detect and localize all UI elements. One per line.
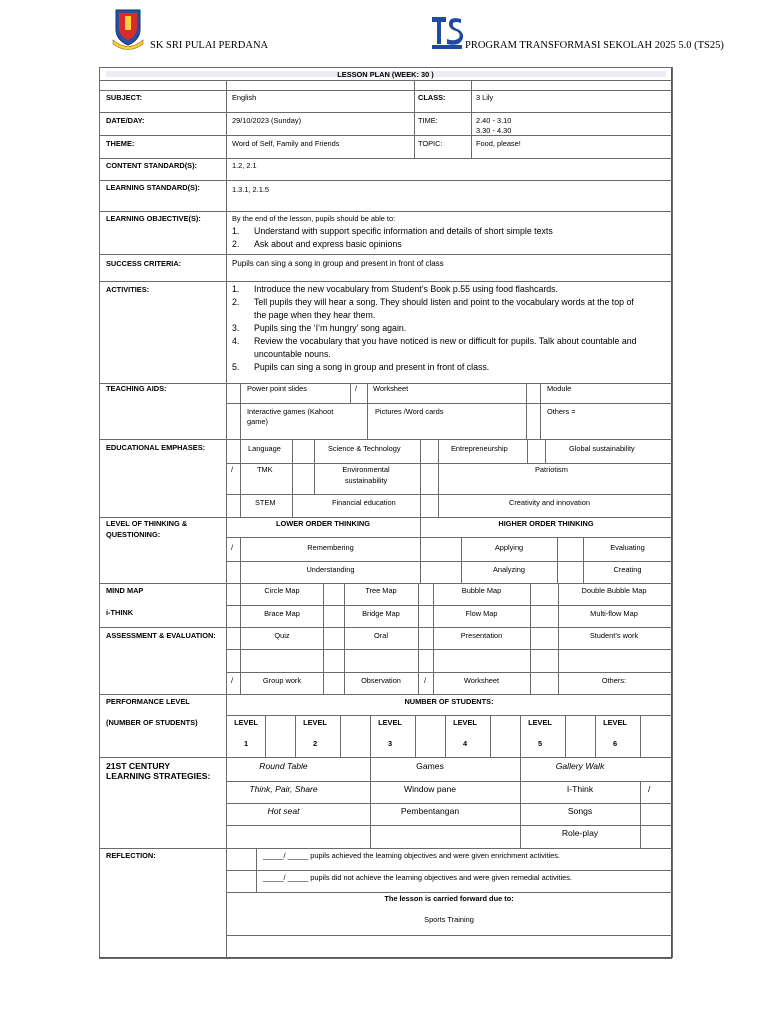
emphasis-stem: STEM [255, 498, 276, 507]
learning-standard-value: 1.3.1, 2.1.5 [232, 185, 269, 194]
assessment-quiz: Quiz [274, 631, 290, 640]
table-rule [99, 211, 672, 212]
thinking-remembering: Remembering [307, 543, 354, 552]
table-rule [99, 67, 100, 958]
table-rule [226, 537, 672, 538]
performance-label-2: (NUMBER OF STUDENTS) [106, 718, 198, 727]
topic-value: Food, please! [476, 139, 521, 148]
table-rule [99, 694, 672, 695]
aid-worksheet: Worksheet [373, 384, 409, 393]
theme-value: Word of Self, Family and Friends [232, 139, 340, 148]
strategy-i-think: I-Think [566, 784, 594, 794]
learning-objective-list [232, 225, 553, 251]
strategy-songs: Songs [567, 806, 593, 816]
level-number: 5 [537, 739, 543, 748]
time-value-2: 3.30 - 4.30 [476, 126, 512, 135]
performance-label: PERFORMANCE LEVEL [106, 697, 190, 706]
table-rule [226, 605, 672, 606]
table-rule [226, 649, 672, 650]
table-rule [99, 848, 672, 849]
strategies-label-2: LEARNING STRATEGIES: [106, 771, 211, 781]
number-of-students-header: NUMBER OF STUDENTS: [404, 697, 494, 706]
time-value-1: 2.40 - 3.10 [476, 116, 512, 125]
list-item: the page when they hear them. [254, 310, 376, 320]
carried-forward-label: The lesson is carried forward due to: [384, 894, 514, 903]
aid-pictures: Pictures /Word cards [375, 407, 444, 416]
table-rule [640, 781, 641, 848]
theme-label: THEME: [106, 139, 135, 148]
thinking-label-1: LEVEL OF THINKING & [106, 519, 188, 528]
activities-list [232, 283, 637, 374]
teaching-aids-label: TEACHING AIDS: [106, 384, 167, 393]
level-number: 4 [462, 739, 468, 748]
table-rule [490, 715, 491, 757]
table-rule [99, 67, 672, 68]
table-rule [226, 825, 672, 826]
table-rule [530, 583, 531, 694]
table-rule [240, 439, 241, 517]
emphasis-financial: Financial education [332, 498, 396, 507]
table-rule [99, 80, 672, 81]
table-rule [226, 781, 672, 782]
emphasis-environment-1: Environmental [342, 465, 390, 474]
list-item: 3. Pupils sing the ‘I’m hungry’ song again. [232, 323, 407, 333]
assessment-students-work: Student’s work [589, 631, 639, 640]
strategy-gallery-walk: Gallery Walk [555, 761, 605, 771]
lesson-plan-title: LESSON PLAN (WEEK: 30 ) [337, 70, 434, 79]
date-label: DATE/DAY: [106, 116, 145, 125]
table-rule [99, 958, 672, 959]
map-flow: Flow Map [465, 609, 498, 618]
level-word: LEVEL [378, 718, 402, 727]
remembering-check: / [231, 543, 234, 552]
thinking-evaluating: Evaluating [610, 543, 645, 552]
strategy-round-table: Round Table [259, 761, 308, 771]
subject-value: English [232, 93, 257, 102]
table-rule [414, 80, 415, 158]
activities-label: ACTIVITIES: [106, 285, 150, 294]
list-item: 2. Tell pupils they will hear a song. They should listen and point to the vocabulary words at the top of [232, 297, 634, 307]
aid-others: Others = [547, 407, 576, 416]
lower-order-header: LOWER ORDER THINKING [275, 519, 371, 528]
list-item: uncountable nouns. [254, 349, 331, 359]
assessment-presentation: Presentation [460, 631, 503, 640]
list-item: 1. Understand with support specific information and details of short simple texts [232, 226, 553, 236]
assessment-others: Others: [601, 676, 627, 685]
table-rule [99, 583, 672, 584]
table-rule [99, 135, 672, 136]
table-rule [323, 583, 324, 694]
table-rule [314, 439, 315, 494]
emphasis-patriotism: Patriotism [535, 465, 568, 474]
higher-order-header: HIGHER ORDER THINKING [498, 519, 594, 528]
assessment-worksheet: Worksheet [463, 676, 500, 685]
reflection-label: REFLECTION: [106, 851, 156, 860]
strategy-hot-seat: Hot seat [267, 806, 300, 816]
table-rule [418, 583, 419, 694]
table-rule [672, 67, 673, 958]
table-rule [226, 935, 672, 936]
table-rule [226, 892, 672, 893]
i-think-check: / [648, 784, 651, 794]
list-item: 1. Introduce the new vocabulary from Student’s Book p.55 using food flashcards. [232, 284, 558, 294]
table-rule [438, 439, 439, 517]
topic-label: TOPIC: [418, 139, 443, 148]
ithink-label: i-THINK [106, 608, 134, 617]
map-tree: Tree Map [365, 586, 397, 595]
table-rule [527, 439, 528, 463]
level-word: LEVEL [603, 718, 627, 727]
emphasis-tmk-check: / [231, 465, 234, 474]
table-rule [471, 80, 472, 158]
level-word: LEVEL [303, 718, 327, 727]
table-rule [99, 439, 672, 440]
table-rule [99, 517, 672, 518]
thinking-applying: Applying [494, 543, 524, 552]
assessment-label: ASSESSMENT & EVALUATION: [106, 631, 216, 640]
emphasis-language: Language [248, 444, 281, 453]
table-rule [99, 757, 672, 758]
table-rule [226, 561, 672, 562]
document-header [0, 0, 768, 66]
table-rule [526, 383, 527, 439]
assessment-groupwork: Group work [262, 676, 302, 685]
date-value: 29/10/2023 (Sunday) [232, 116, 302, 125]
strategy-window-pane: Window pane [403, 784, 457, 794]
table-rule [350, 383, 351, 403]
table-rule [226, 870, 672, 871]
program-title: PROGRAM TRANSFORMASI SEKOLAH 2025 5.0 (TS25) [465, 40, 724, 51]
map-bubble: Bubble Map [461, 586, 502, 595]
map-multiflow: Multi-flow Map [590, 609, 638, 618]
level-number: 2 [312, 739, 318, 748]
carried-forward-reason: Sports Training [424, 915, 474, 924]
level-number: 3 [387, 739, 393, 748]
aid-powerpoint: Power point slides [247, 384, 307, 393]
level-word: LEVEL [528, 718, 552, 727]
aid-module: Module [547, 384, 572, 393]
level-number: 1 [243, 739, 249, 748]
table-rule [367, 383, 368, 439]
table-rule [99, 180, 672, 181]
table-rule [99, 281, 672, 282]
table-rule [226, 803, 672, 804]
reflection-line-1: _____/ _____ pupils achieved the learning objectives and were given enrichment activities. [263, 851, 561, 860]
thinking-creating: Creating [613, 565, 642, 574]
class-value: 3 Lily [476, 93, 494, 102]
table-rule [226, 715, 672, 716]
groupwork-check: / [231, 676, 234, 685]
level-word: LEVEL [234, 718, 258, 727]
success-criteria-value: Pupils can sing a song in group and present in front of class [232, 259, 444, 268]
emphasis-creativity: Creativity and innovation [509, 498, 590, 507]
table-rule [226, 672, 672, 673]
map-circle: Circle Map [264, 586, 300, 595]
list-item: 5. Pupils can sing a song in group and present in front of class. [232, 362, 490, 372]
table-rule [99, 627, 672, 628]
emphasis-global: Global sustainability [569, 444, 635, 453]
learning-objective-intro: By the end of the lesson, pupils should be able to: [232, 214, 396, 223]
emphasis-tmk: TMK [257, 465, 273, 474]
map-brace: Brace Map [264, 609, 300, 618]
thinking-understanding: Understanding [306, 565, 355, 574]
table-rule [415, 715, 416, 757]
assessment-oral: Oral [374, 631, 388, 640]
content-standard-label: CONTENT STANDARD(S): [106, 161, 198, 170]
ts25-logo-icon [430, 14, 464, 50]
level-number: 6 [612, 739, 618, 748]
content-standard-value: 1.2, 2.1 [232, 161, 257, 170]
table-rule [340, 715, 341, 757]
emphasis-environment-2: sustainability [344, 476, 388, 485]
thinking-analyzing: Analyzing [492, 565, 526, 574]
emphasis-entrepreneurship: Entrepreneurship [451, 444, 508, 453]
table-rule [99, 254, 672, 255]
school-name: SK SRI PULAI PERDANA [150, 40, 269, 51]
list-item: 4. Review the vocabulary that you have noticed is new or difficult for pupils. Talk about countable and [232, 336, 637, 346]
table-rule [557, 537, 558, 583]
table-rule [99, 158, 672, 159]
learning-standard-label: LEARNING STANDARD(S): [106, 183, 200, 192]
educational-emphases-label: EDUCATIONAL EMPHASES: [106, 443, 206, 452]
aid-interactive-1: Interactive games (Kahoot [247, 407, 334, 416]
table-rule [256, 848, 257, 892]
table-rule [99, 112, 672, 113]
map-double-bubble: Double Bubble Map [581, 586, 647, 595]
table-rule [540, 383, 541, 439]
assessment-observation: Observation [361, 676, 401, 685]
reflection-line-2: _____/ _____ pupils did not achieve the learning objectives and were given remedial activities. [263, 873, 572, 882]
thinking-label-2: QUESTIONING: [106, 530, 161, 539]
table-rule [565, 715, 566, 757]
list-item: 2. Ask about and express basic opinions [232, 239, 402, 249]
table-rule [640, 715, 641, 757]
strategy-pembentangan: Pembentangan [400, 806, 460, 816]
strategies-label-1: 21ST CENTURY [106, 761, 171, 771]
map-bridge: Bridge Map [362, 609, 400, 618]
school-crest-icon [111, 7, 145, 50]
table-rule [240, 383, 241, 439]
subject-label: SUBJECT: [106, 93, 143, 102]
table-rule [292, 439, 293, 517]
emphasis-science: Science & Technology [328, 444, 401, 453]
table-rule [420, 439, 421, 517]
table-rule [99, 90, 672, 91]
mind-map-label: MIND MAP [106, 586, 144, 595]
worksheet-check: / [424, 676, 427, 685]
learning-objective-label: LEARNING OBJECTIVE(S): [106, 214, 201, 223]
class-label: CLASS: [418, 93, 446, 102]
aid-interactive-2: game) [247, 417, 268, 426]
strategy-games: Games [416, 761, 444, 771]
time-label: TIME: [418, 116, 438, 125]
level-word: LEVEL [453, 718, 477, 727]
aid-worksheet-check: / [355, 384, 358, 393]
success-criteria-label: SUCCESS CRITERIA: [106, 259, 182, 268]
strategy-think-pair-share: Think, Pair, Share [249, 784, 318, 794]
table-rule [226, 403, 672, 404]
strategy-role-play: Role-play [561, 828, 599, 838]
table-rule [545, 439, 546, 463]
